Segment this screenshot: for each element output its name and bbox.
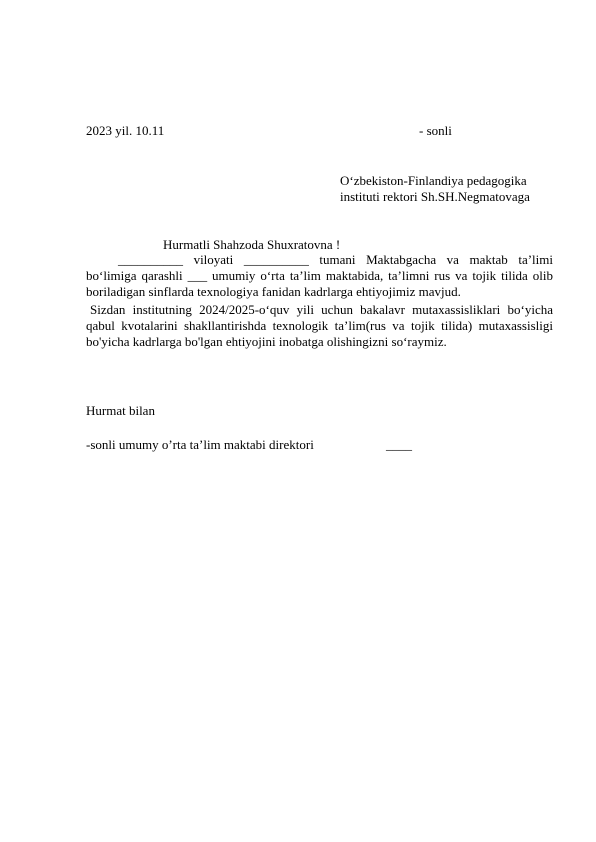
letter-body <box>86 252 553 350</box>
greeting: Hurmatli Shahzoda Shuxratovna ! <box>163 237 341 252</box>
addressee-block <box>340 173 530 205</box>
signature-line: ____ <box>386 437 412 452</box>
signature-title: -sonli umumy o’rta ta’lim maktabi direktori <box>86 437 314 452</box>
letter-date: 2023 yil. 10.11 <box>86 123 165 138</box>
paragraph-request: Sizdan institutning 2024/2025-o‘quv yili uchun bakalavr mutaxassisliklari bo‘yicha qabul kvotalarini shakllantirishda texnologik ta’lim(rus va tojik tilida) mutaxassisligi bo'yicha kadrlarga bo'lgan ehtiyojini inobatga olishingizni so‘raymiz. <box>86 301 553 350</box>
addressee-line-1: O‘zbekiston-Finlandiya pedagogika <box>340 173 527 188</box>
letter-number: - sonli <box>419 123 452 138</box>
addressee-line-2: instituti rektori Sh.SH.Negmatovaga <box>340 189 530 204</box>
paragraph-request-context: __________ viloyati __________ tumani Maktabgacha va maktab ta’limi bo‘limiga qarashli ___ umumiy o‘rta ta’lim maktabida, ta’limni rus va tojik tilida olib boriladigan sinflarda texnologiya fanidan kadrlarga ehtiyojimiz mavjud. <box>86 252 553 300</box>
closing: Hurmat bilan <box>86 403 155 418</box>
